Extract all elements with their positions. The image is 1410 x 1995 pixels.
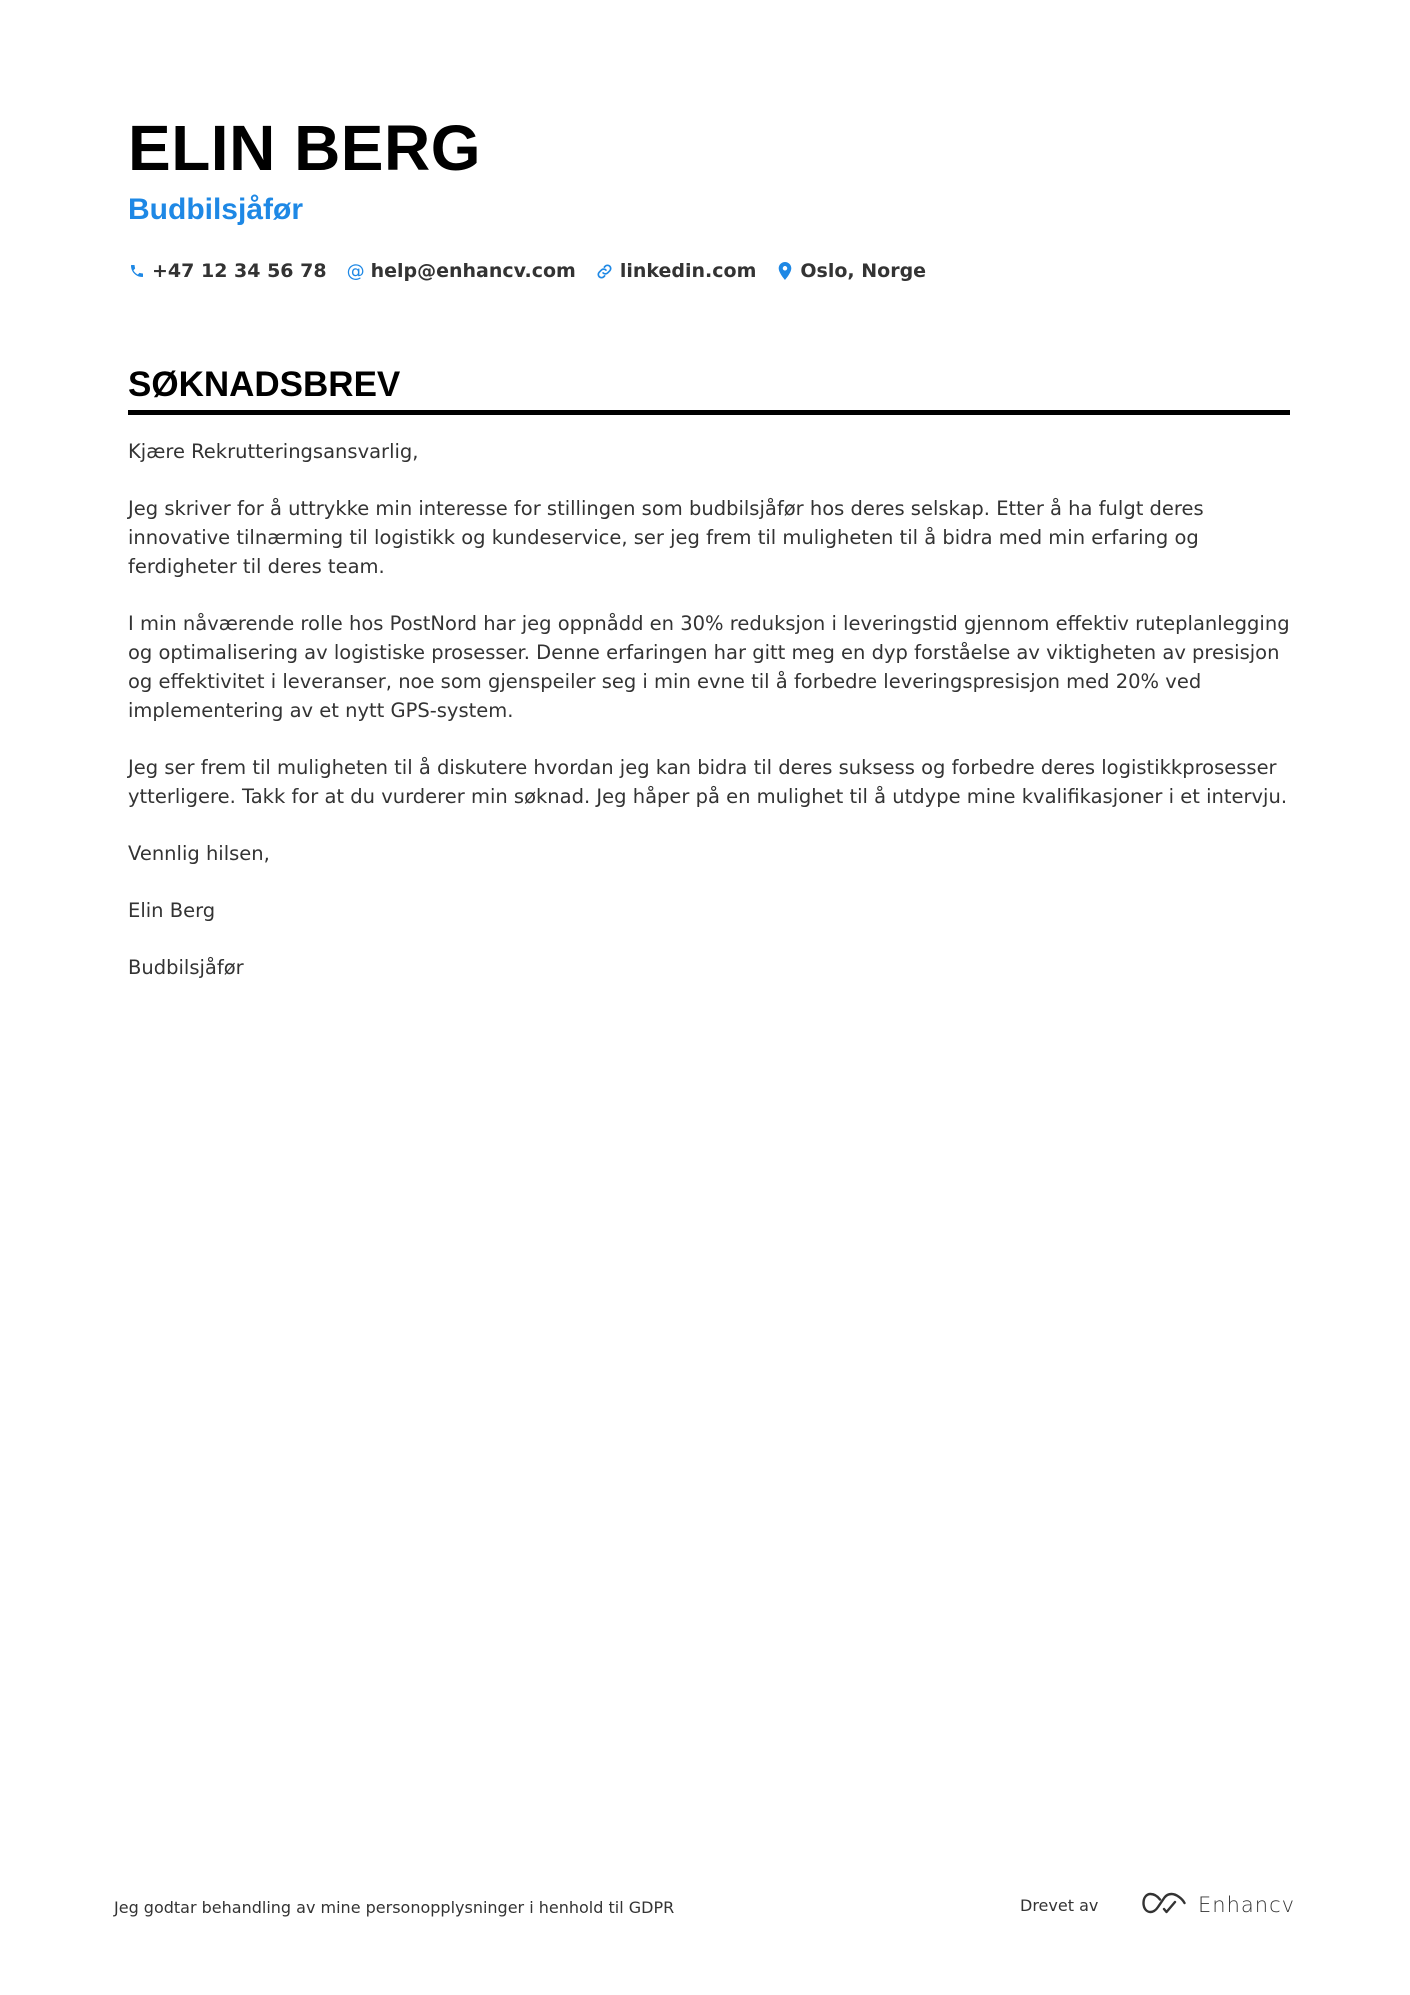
contact-linkedin bbox=[596, 260, 757, 282]
header bbox=[128, 112, 1288, 282]
candidate-name: ELIN BERG bbox=[128, 112, 481, 184]
at-icon: @ bbox=[346, 260, 365, 282]
contact-email bbox=[347, 260, 576, 282]
letter-paragraph: I min nåværende rolle hos PostNord har jeg oppnådd en 30% reduksjon i leveringstid gjennom effektiv ruteplanlegging og optimalisering av logistiske prosesser. Denne erfaringen har gitt meg en dyp forståelse av viktigheten av presisjon og effektivitet i leveranser, noe som gjenspeiler seg i min evne til å forbedre leveringspresisjon med 20% ved implementering av et nytt GPS-system. bbox=[128, 612, 1290, 722]
contact-location bbox=[776, 260, 926, 282]
job-title: Budbilsjåfør bbox=[128, 193, 304, 226]
location-pin-icon bbox=[776, 262, 794, 280]
footer bbox=[114, 1890, 1294, 1930]
email-text: help@enhancv.com bbox=[370, 260, 576, 282]
location-text: Oslo, Norge bbox=[800, 260, 927, 282]
signature-title: Budbilsjåfør bbox=[128, 956, 244, 979]
phone-text: +47 12 34 56 78 bbox=[152, 260, 327, 282]
linkedin-text: linkedin.com bbox=[619, 260, 757, 282]
letter-greeting: Kjære Rekrutteringsansvarlig, bbox=[128, 440, 419, 463]
powered-by-label: Drevet av bbox=[1020, 1896, 1099, 1915]
enhancv-logo-icon bbox=[1140, 1890, 1188, 1920]
contact-list bbox=[128, 260, 1288, 282]
letter-closing: Vennlig hilsen, bbox=[128, 842, 270, 865]
contact-phone bbox=[128, 260, 327, 282]
signature-name: Elin Berg bbox=[128, 899, 216, 922]
brand-logo[interactable] bbox=[1140, 1890, 1295, 1920]
brand-name: Enhancv bbox=[1198, 1893, 1296, 1917]
letter-paragraph: Jeg skriver for å uttrykke min interesse for stillingen som budbilsjåfør hos deres selskap. Etter å ha fulgt deres innovative tilnærming til logistikk og kundeservice, ser jeg frem til muligheten til å bidra med min erfaring og ferdigheter til deres team. bbox=[128, 497, 1204, 578]
phone-icon bbox=[128, 262, 146, 280]
gdpr-consent: Jeg godtar behandling av mine personopplysninger i henhold til GDPR bbox=[114, 1898, 675, 1917]
letter-paragraph: Jeg ser frem til muligheten til å diskutere hvordan jeg kan bidra til deres suksess og forbedre deres logistikkprosesser ytterligere. Takk for at du vurderer min søknad. Jeg håper på en mulighet til å utdype mine kvalifikasjoner i et intervju. bbox=[128, 756, 1288, 808]
link-icon bbox=[596, 262, 614, 280]
section-title: SØKNADSBREV bbox=[128, 362, 1290, 415]
letter-body bbox=[128, 437, 1290, 982]
cover-letter-section bbox=[128, 362, 1290, 1010]
